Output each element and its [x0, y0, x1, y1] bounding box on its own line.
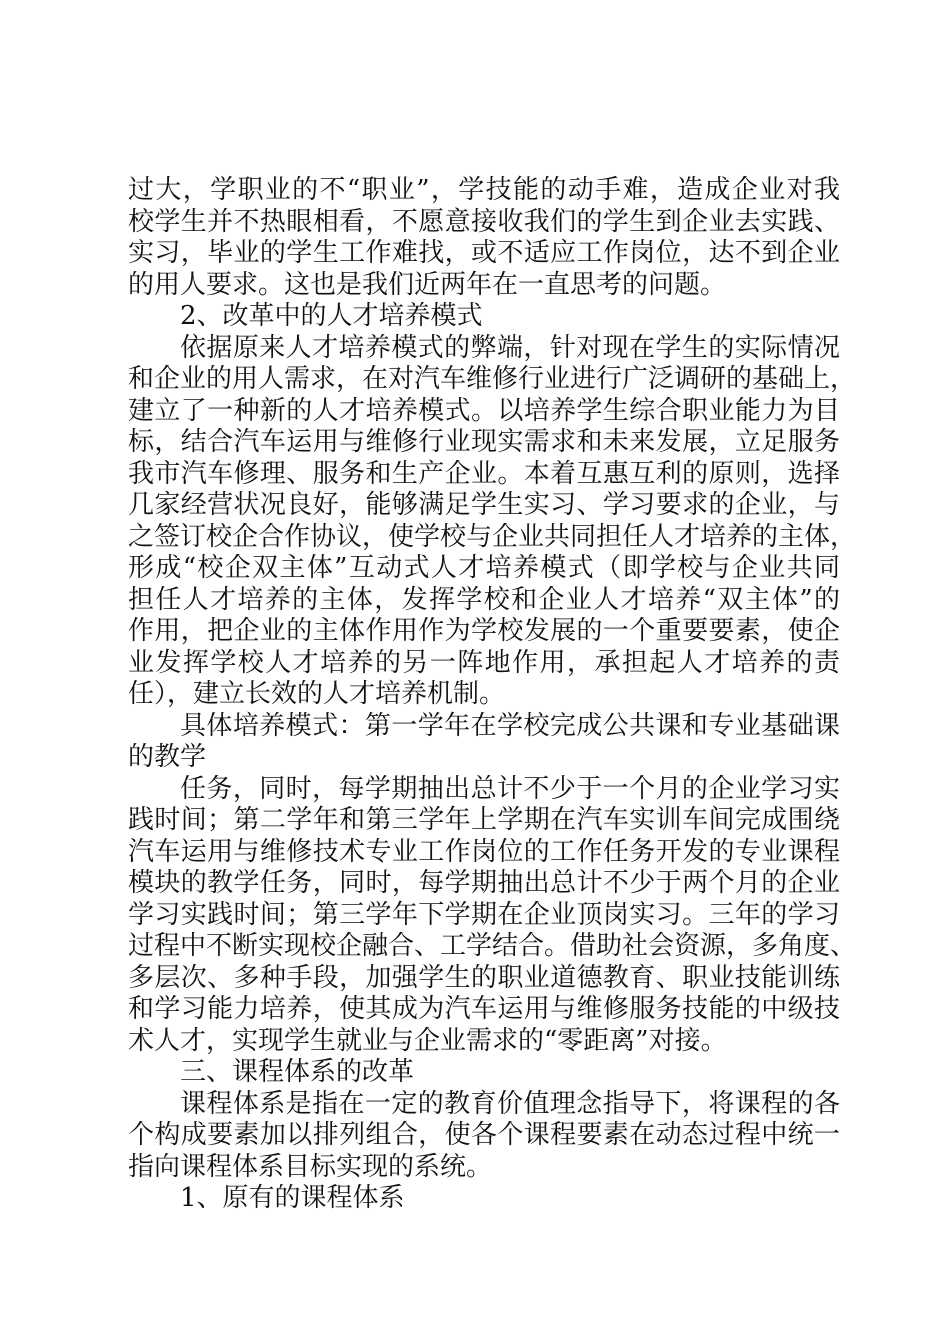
text-line: 实习，毕业的学生工作难找，或不适应工作岗位，达不到企业: [128, 238, 840, 268]
text-line: 任务，同时，每学期抽出总计不少于一个月的企业学习实: [180, 773, 840, 804]
text-line: 任），建立长效的人才培养机制。: [128, 679, 506, 709]
section-heading: 2、改革中的人才培养模式: [180, 301, 483, 331]
text-line: 模块的教学任务，同时，每学期抽出总计不少于两个月的企业: [128, 868, 840, 898]
section-heading: 三、课程体系的改革: [180, 1057, 415, 1087]
text-line: 具体培养模式：第一学年在学校完成公共课和专业基础课: [180, 710, 840, 741]
text-line: 校学生并不热眼相看，不愿意接收我们的学生到企业去实践、: [128, 206, 840, 237]
text-line: 的教学: [128, 742, 207, 772]
text-line: 个构成要素加以排列组合，使各个课程要素在动态过程中统一: [128, 1120, 840, 1150]
text-line: 作用，把企业的主体作用作为学校发展的一个重要要素，使企: [128, 616, 840, 646]
text-line: 践时间；第二学年和第三学年上学期在汽车实训车间完成围绕: [128, 805, 840, 835]
text-line: 和企业的用人需求，在对汽车维修行业进行广泛调研的基础上，: [128, 364, 857, 394]
text-line: 建立了一种新的人才培养模式。以培养学生综合职业能力为目: [128, 395, 840, 426]
text-line: 担任人才培养的主体，发挥学校和企业人才培养“双主体”的: [128, 584, 840, 615]
text-line: 几家经营状况良好，能够满足学生实习、学习要求的企业，与: [128, 490, 840, 520]
text-line: 形成“校企双主体”互动式人才培养模式（即学校与企业共同: [128, 553, 840, 583]
text-line: 过大，学职业的不“职业”，学技能的动手难，造成企业对我: [128, 175, 840, 205]
text-line: 多层次、多种手段，加强学生的职业道德教育、职业技能训练: [128, 962, 840, 993]
text-line: 和学习能力培养，使其成为汽车运用与维修服务技能的中级技: [128, 994, 840, 1024]
text-line: 的用人要求。这也是我们近两年在一直思考的问题。: [128, 269, 727, 300]
text-line: 过程中不断实现校企融合、工学结合。借助社会资源，多角度、: [128, 931, 857, 961]
text-line: 标，结合汽车运用与维修行业现实需求和未来发展，立足服务: [128, 427, 840, 457]
text-line: 术人才，实现学生就业与企业需求的“零距离”对接。: [128, 1025, 727, 1056]
text-line: 之签订校企合作协议，使学校与企业共同担任人才培养的主体，: [128, 521, 857, 552]
text-line: 业发挥学校人才培养的另一阵地作用，承担起人才培养的责: [128, 647, 840, 678]
text-line: 指向课程体系目标实现的系统。: [128, 1151, 493, 1182]
text-line: 课程体系是指在一定的教育价值理念指导下，将课程的各: [180, 1088, 840, 1119]
text-line: 学习实践时间；第三学年下学期在企业顶岗实习。三年的学习: [128, 899, 840, 930]
text-line: 我市汽车修理、服务和生产企业。本着互惠互利的原则，选择: [128, 458, 840, 489]
body-text: [128, 175, 857, 1215]
section-heading: 1、原有的课程体系: [180, 1183, 405, 1213]
text-line: 汽车运用与维修技术专业工作岗位的工作任务开发的专业课程: [128, 836, 840, 867]
text-line: 依据原来人才培养模式的弊端，针对现在学生的实际情况: [180, 332, 840, 363]
